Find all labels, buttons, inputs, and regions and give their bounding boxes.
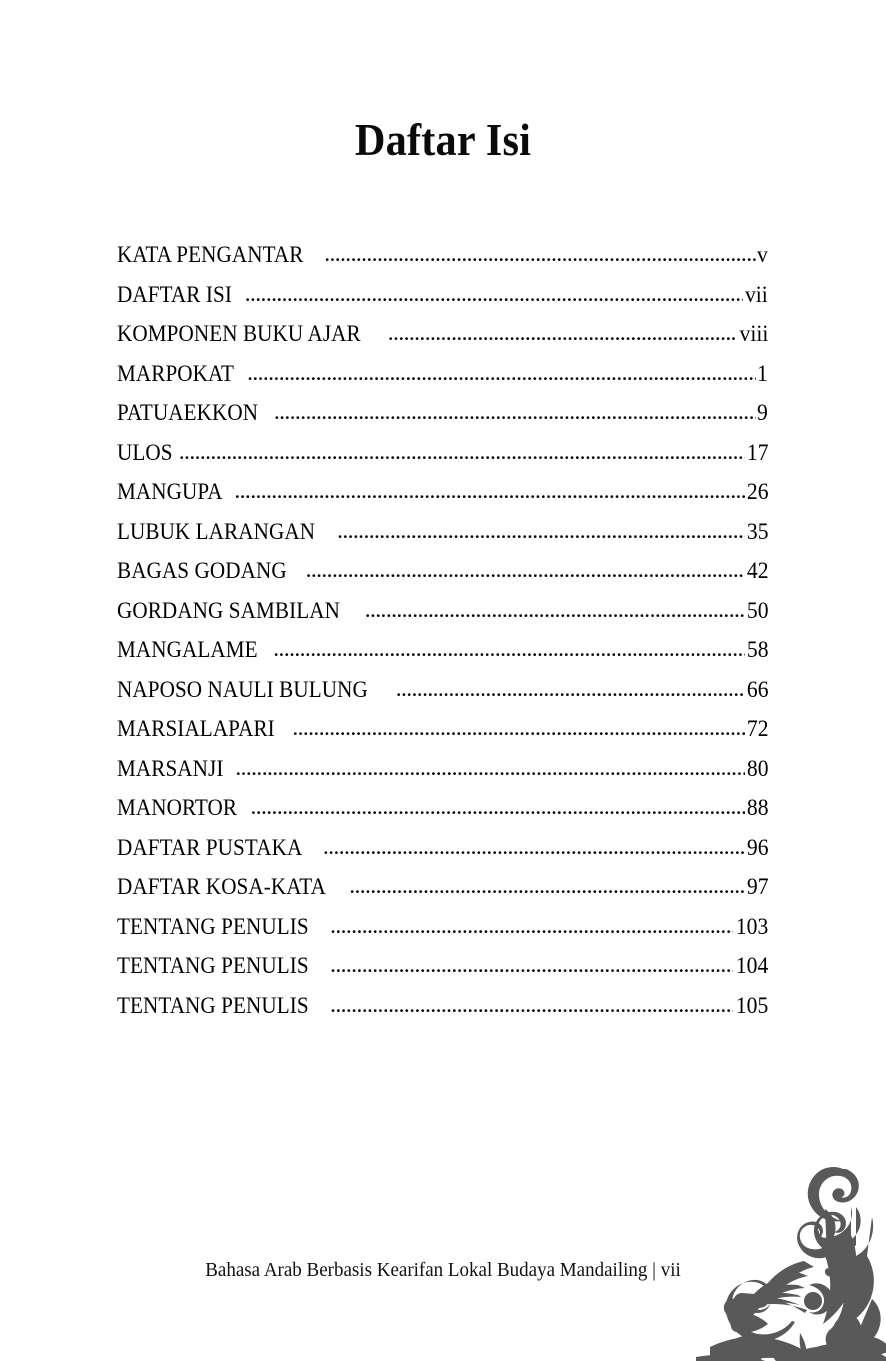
toc-entry[interactable] <box>117 789 768 829</box>
toc-dot-leader <box>330 908 733 947</box>
toc-entry-label: TENTANG PENULIS <box>117 953 309 979</box>
toc-entry-label: LUBUK LARANGAN <box>117 518 316 545</box>
toc-dot-leader <box>179 434 745 473</box>
toc-dot-leader <box>324 236 756 275</box>
toc-entry[interactable] <box>117 315 768 355</box>
toc-dot-leader <box>349 868 744 907</box>
toc-dot-leader <box>365 592 745 631</box>
toc-dot-leader <box>250 789 744 828</box>
toc-entry-label: DAFTAR PUSTAKA <box>117 834 303 861</box>
page-title: Daftar Isi <box>354 114 532 165</box>
toc-entry-page-number: 97 <box>746 874 768 900</box>
toc-entry[interactable] <box>117 355 768 395</box>
toc-entry[interactable] <box>117 829 768 869</box>
toc-entry[interactable] <box>117 868 768 908</box>
toc-entry[interactable] <box>117 394 768 434</box>
toc-entry-label: KATA PENGANTAR <box>117 242 304 268</box>
toc-entry[interactable] <box>117 276 768 316</box>
toc-entry[interactable] <box>117 631 768 671</box>
toc-entry[interactable] <box>117 750 768 790</box>
toc-entry[interactable] <box>117 236 768 276</box>
toc-dot-leader <box>323 829 745 868</box>
toc-entry-label: NAPOSO NAULI BULUNG <box>117 676 368 703</box>
toc-dot-leader <box>306 552 745 591</box>
toc-entry[interactable] <box>117 710 768 750</box>
toc-entry[interactable] <box>117 908 768 948</box>
toc-entry[interactable] <box>117 671 768 711</box>
toc-dot-leader <box>234 473 744 512</box>
toc-entry-label: MARSIALAPARI <box>117 716 275 742</box>
toc-entry[interactable] <box>117 473 768 513</box>
toc-entry-label: ULOS <box>117 439 173 466</box>
toc-dot-leader <box>274 394 756 433</box>
toc-entry-label: MANGALAME <box>117 637 258 663</box>
toc-entry-page-number: 35 <box>746 518 768 545</box>
toc-entry[interactable] <box>117 513 768 553</box>
toc-entry-label: TENTANG PENULIS <box>117 992 309 1019</box>
toc-entry-page-number: 96 <box>746 834 768 861</box>
toc-entry-page-number: 88 <box>746 795 768 821</box>
toc-entry[interactable] <box>117 434 768 474</box>
toc-entry-page-number: vii <box>745 281 768 308</box>
toc-entry-page-number: 1 <box>757 360 768 387</box>
toc-entry[interactable] <box>117 592 768 632</box>
toc-entry[interactable] <box>117 987 768 1027</box>
toc-dot-leader <box>292 710 744 749</box>
toc-entry-page-number: 17 <box>746 439 768 466</box>
toc-entry-label: MARPOKAT <box>117 360 235 387</box>
toc-entry-page-number: 50 <box>746 597 768 624</box>
toc-dot-leader <box>273 631 744 670</box>
toc-entry-label: MARSANJI <box>117 755 224 782</box>
toc-entry-page-number: 72 <box>746 716 768 742</box>
toc-entry-label: KOMPONEN BUKU AJAR <box>117 321 361 347</box>
toc-entry[interactable] <box>117 552 768 592</box>
toc-dot-leader <box>245 276 743 315</box>
toc-dot-leader <box>396 671 745 710</box>
toc-entry-page-number: 105 <box>735 992 768 1019</box>
page-footer: Bahasa Arab Berbasis Kearifan Lokal Budaya Mandailing | vii <box>205 1259 681 1281</box>
toc-dot-leader <box>388 315 737 354</box>
toc-entry-label: TENTANG PENULIS <box>117 913 309 940</box>
toc-entry-page-number: 42 <box>746 558 768 584</box>
toc-entry-label: MANORTOR <box>117 795 238 821</box>
toc-entry-page-number: v <box>757 242 768 268</box>
toc-entry-page-number: 9 <box>757 400 768 426</box>
toc-dot-leader <box>247 355 756 394</box>
toc-entry-label: BAGAS GODANG <box>117 558 287 584</box>
toc-entry-page-number: 66 <box>746 676 768 703</box>
toc-entry-page-number: viii <box>739 321 768 347</box>
toc-entry-page-number: 58 <box>746 637 768 663</box>
toc-entry-page-number: 103 <box>735 913 768 940</box>
toc-entry[interactable] <box>117 947 768 987</box>
toc-entry-label: PATUAEKKON <box>117 400 259 426</box>
toc-entry-page-number: 104 <box>735 953 768 979</box>
toc-entry-label: GORDANG SAMBILAN <box>117 597 340 624</box>
toc-entry-page-number: 26 <box>746 479 768 505</box>
toc-dot-leader <box>330 947 733 986</box>
toc-dot-leader <box>330 987 733 1026</box>
toc-entry-page-number: 80 <box>746 755 768 782</box>
toc-dot-leader <box>235 750 744 789</box>
toc-entry-label: MANGUPA <box>117 479 223 505</box>
toc-entry-label: DAFTAR KOSA-KATA <box>117 874 326 900</box>
toc-dot-leader <box>337 513 744 552</box>
table-of-contents <box>117 236 768 1026</box>
toc-entry-label: DAFTAR ISI <box>117 281 232 308</box>
